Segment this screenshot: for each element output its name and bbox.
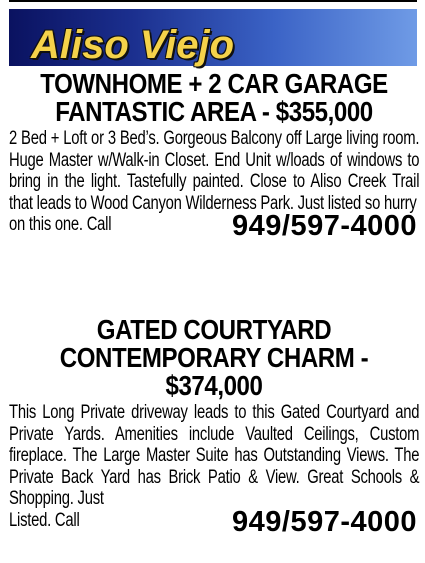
location-title: Aliso Viejo xyxy=(31,23,235,67)
header-banner xyxy=(9,9,417,66)
listing-heading-line: FANTASTIC AREA - $355,000 xyxy=(55,96,373,127)
listing-gated-courtyard xyxy=(9,316,419,540)
phone-number[interactable]: 949/597-4000 xyxy=(232,210,417,242)
call-row xyxy=(9,210,419,244)
listing-heading-line: CONTEMPORARY CHARM - xyxy=(59,342,369,373)
listing-description: 2 Bed + Loft or 3 Bed’s. Gorgeous Balcony off Large living room. Huge Master w/Walk-in Closet. End Unit w/loads of windows to bring in the light. Tastefully painted. Close to Aliso Creek Trail that leads to Wood Canyon Wilderness Park. Just listed so hurry xyxy=(9,128,420,214)
call-row xyxy=(9,505,419,540)
top-rule xyxy=(9,0,417,2)
call-label: on this one. Call xyxy=(9,214,112,235)
listing-townhome xyxy=(9,70,419,244)
call-label: Listed. Call xyxy=(9,509,80,531)
listing-description: This Long Private driveway leads to this Gated Courtyard and Private Yards. Amenities include Vaulted Ceilings, Custom fireplace. The Large Master Suite has Outstanding Views. The Private Back Yard has Brick Patio & View. Great Schools & Shopping. Just xyxy=(9,402,420,509)
listing-heading-line: $374,000 xyxy=(165,370,263,401)
listing-heading xyxy=(9,316,418,400)
listing-heading-line: TOWNHOME + 2 CAR GARAGE xyxy=(40,68,388,99)
phone-number[interactable]: 949/597-4000 xyxy=(232,505,417,538)
listing-heading xyxy=(9,70,418,126)
listing-heading-line: GATED COURTYARD xyxy=(96,314,332,345)
